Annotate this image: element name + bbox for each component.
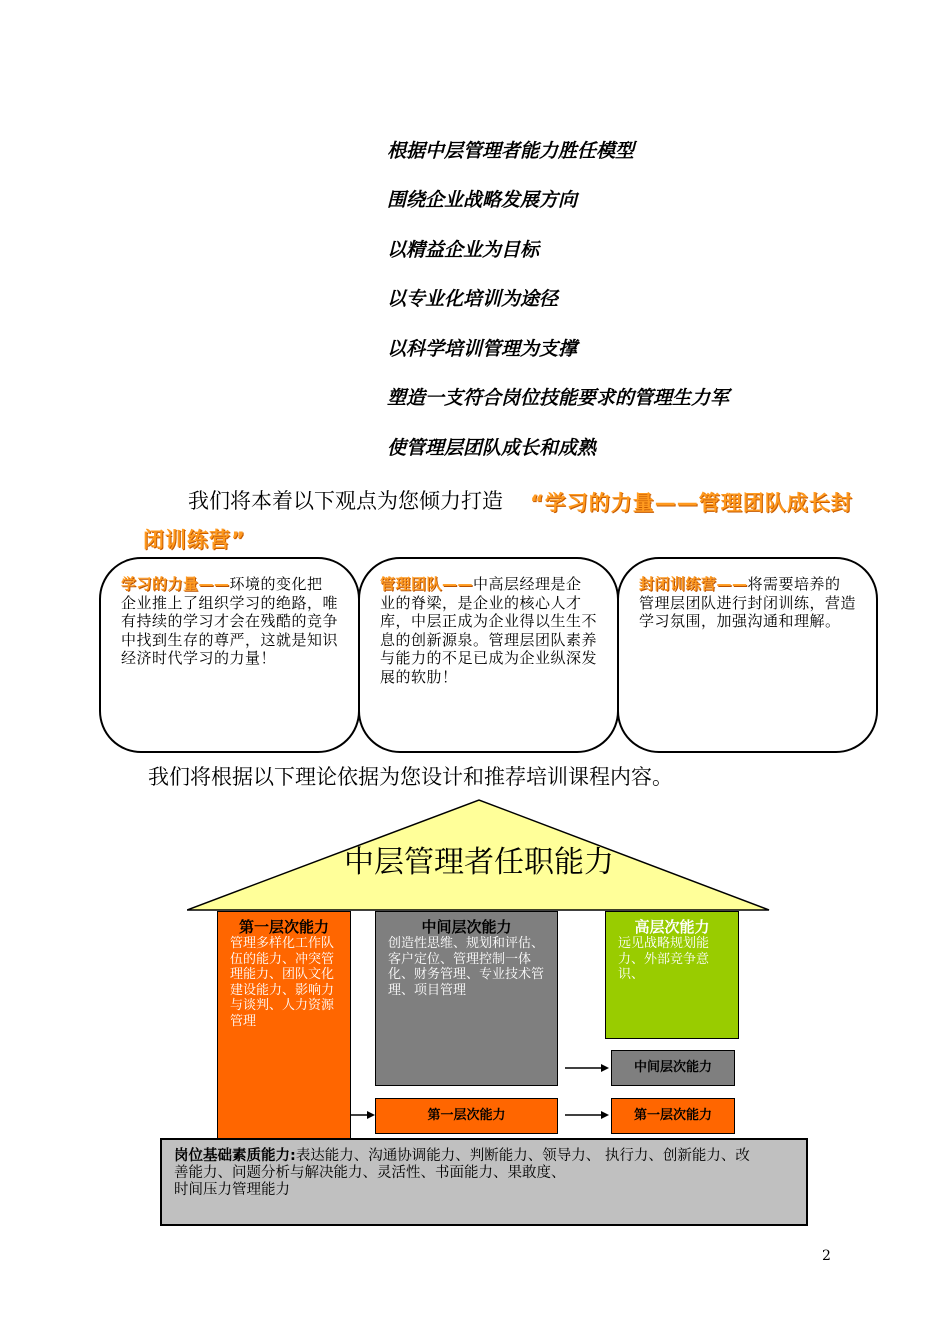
- mid-level-small-label: 中间层次能力: [633, 1060, 712, 1075]
- level3-box: [605, 911, 739, 1039]
- base-label: 岗位基础素质能力:: [174, 1148, 296, 1164]
- level3-text: 远见战略规划能力、外部竞争意识、: [618, 936, 710, 982]
- first-level-small-label: 第一层次能力: [427, 1108, 506, 1123]
- camp-title-part2: 闭训练营”: [143, 528, 246, 552]
- goal-line-4: 以专业化培训为途径: [387, 288, 559, 310]
- bubble-text: 环境的变化把企业推上了组织学习的绝路，唯有持续的学习才会在残酷的竞争中找到生存的尊严，这就是知识经济时代学习的力量！: [121, 575, 339, 667]
- mid-level-small-box: [611, 1050, 735, 1086]
- bubble-closed-camp: [617, 557, 878, 753]
- roof-title: 中层管理者任职能力: [344, 845, 614, 880]
- base-line-2: 善能力、问题分析与解决能力、灵活性、书面能力、果敢度、: [174, 1165, 566, 1181]
- bubble-text: 将需要培养的管理层团队进行封闭训练，营造学习氛围，加强沟通和理解。: [639, 575, 857, 630]
- bubble-keyword: 管理团队——: [380, 575, 474, 593]
- goal-line-2: 围绕企业战略发展方向: [387, 189, 578, 211]
- level2-title: 中间层次能力: [421, 918, 512, 936]
- level1-text: 管理多样化工作队伍的能力、冲突管理能力、团队文化建设能力、影响力与谈判、人力资源管理: [230, 936, 335, 1029]
- base-line-1: 表达能力、沟通协调能力、判断能力、领导力、 执行力、创新能力、改: [295, 1148, 750, 1164]
- bubble-management-team: [358, 557, 619, 753]
- level2-box: [375, 911, 558, 1086]
- first-level-small-box-1: [375, 1098, 558, 1134]
- level1-box: [217, 911, 351, 1139]
- base-competencies-box: [160, 1138, 808, 1226]
- bubble-text: 中高层经理是企业的脊梁，是企业的核心人才库，中层正成为企业得以生生不息的创新源泉。管理层团队素养与能力的不足已成为企业纵深发展的软肋！: [380, 575, 598, 686]
- level1-title: 第一层次能力: [238, 918, 329, 936]
- bubble-keyword: 封闭训练营——: [639, 575, 748, 593]
- goal-line-1: 根据中层管理者能力胜任模型: [387, 140, 635, 162]
- level2-text: 创造性思维、规划和评估、客户定位、管理控制一体化、财务管理、专业技术管理、项目管理: [388, 936, 545, 998]
- goal-line-7: 使管理层团队成长和成熟: [387, 437, 597, 459]
- bubble-keyword: 学习的力量——: [121, 575, 230, 593]
- arrow-right-icon: [565, 1109, 609, 1121]
- level3-title: 高层次能力: [634, 918, 710, 936]
- arrow-right-icon: [565, 1062, 609, 1074]
- bubble-learning-power: [99, 557, 360, 753]
- base-line-3: 时间压力管理能力: [174, 1182, 290, 1198]
- theory-intro: 我们将根据以下理论依据为您设计和推荐培训课程内容。: [148, 765, 673, 789]
- intro-text: 我们将本着以下观点为您倾力打造: [188, 489, 503, 513]
- goal-line-5: 以科学培训管理为支撑: [387, 338, 578, 360]
- first-level-small-label: 第一层次能力: [633, 1108, 712, 1123]
- first-level-small-box-2: [611, 1098, 735, 1134]
- goal-line-3: 以精益企业为目标: [387, 239, 540, 261]
- goal-line-6: 塑造一支符合岗位技能要求的管理生力军: [387, 387, 730, 409]
- camp-title-part1: “学习的力量——管理团队成长封: [530, 491, 853, 515]
- page-number: 2: [822, 1248, 831, 1264]
- arrow-right-icon: [351, 1109, 375, 1121]
